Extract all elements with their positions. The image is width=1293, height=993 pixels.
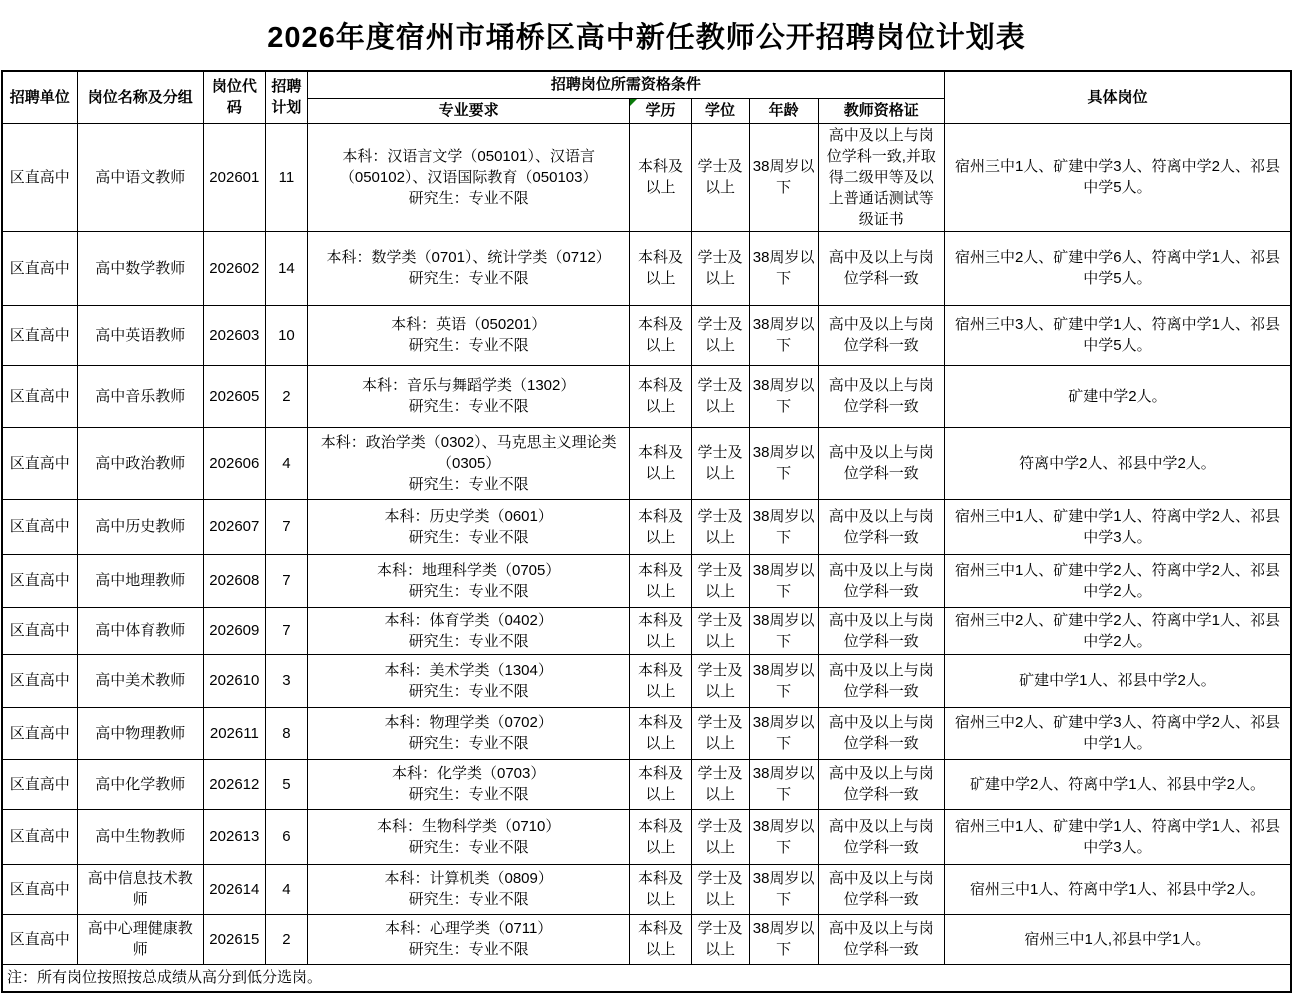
cell-degree: 学士及以上 (691, 231, 749, 305)
cell-plan: 5 (265, 759, 307, 809)
cell-degree: 学士及以上 (691, 365, 749, 427)
cell-plan: 8 (265, 707, 307, 759)
cell-education: 本科及以上 (630, 499, 691, 554)
page-title: 2026年度宿州市埇桥区高中新任教师公开招聘岗位计划表 (267, 21, 1026, 54)
cell-code: 202615 (203, 914, 265, 964)
header-education (630, 98, 691, 123)
cell-education: 本科及以上 (630, 654, 691, 707)
cell-code: 202613 (203, 809, 265, 864)
cell-plan: 11 (265, 123, 307, 231)
header-major: 专业要求 (307, 98, 629, 123)
cell-education: 本科及以上 (630, 427, 691, 499)
cell-code: 202611 (203, 707, 265, 759)
header-unit: 招聘单位 (2, 71, 77, 123)
cell-cert: 高中及以上与岗位学科一致 (818, 864, 944, 914)
cell-cert: 高中及以上与岗位学科一致 (818, 654, 944, 707)
cell-degree: 学士及以上 (691, 499, 749, 554)
cell-code: 202612 (203, 759, 265, 809)
header-cert: 教师资格证 (818, 98, 944, 123)
cell-cert: 高中及以上与岗位学科一致 (818, 809, 944, 864)
table-row (2, 654, 1291, 707)
cell-age: 38周岁以下 (749, 809, 818, 864)
cell-major (307, 554, 629, 607)
table-body (2, 123, 1291, 964)
cell-code: 202601 (203, 123, 265, 231)
header-code: 岗位代码 (203, 71, 265, 123)
table-row (2, 365, 1291, 427)
cell-posts: 宿州三中1人、矿建中学3人、符离中学2人、祁县中学5人。 (944, 123, 1291, 231)
table-row (2, 554, 1291, 607)
major-graduate-line: 研究生：专业不限 (408, 735, 529, 752)
cell-cert: 高中及以上与岗位学科一致 (818, 427, 944, 499)
cell-major (307, 231, 629, 305)
major-graduate-line: 研究生：专业不限 (408, 632, 529, 650)
cell-plan: 14 (265, 231, 307, 305)
cell-plan: 4 (265, 427, 307, 499)
cell-cert: 高中及以上与岗位学科一致 (818, 914, 944, 964)
cell-major (307, 123, 629, 231)
cell-age: 38周岁以下 (749, 654, 818, 707)
major-bachelor-line: 本科：汉语言文学（050101）、汉语言（050102）、汉语国际教育（050103） (339, 147, 598, 186)
cell-position: 高中信息技术教师 (77, 864, 203, 914)
major-graduate-line: 研究生：专业不限 (408, 941, 529, 958)
cell-major (307, 707, 629, 759)
major-bachelor-line: 本科：计算机类（0809） (384, 870, 553, 887)
cell-unit: 区直高中 (2, 427, 77, 499)
cell-major (307, 365, 629, 427)
cell-cert: 高中及以上与岗位学科一致 (818, 607, 944, 654)
major-bachelor-line: 本科：数学类（0701）、统计学类（0712） (326, 249, 611, 266)
cell-major (307, 499, 629, 554)
header-qualification-group: 招聘岗位所需资格条件 (307, 71, 944, 98)
cell-posts: 宿州三中1人,祁县中学1人。 (944, 914, 1291, 964)
cell-unit: 区直高中 (2, 654, 77, 707)
major-bachelor-line: 本科：物理学类（0702） (384, 714, 553, 731)
cell-posts: 宿州三中3人、矿建中学1人、符离中学1人、祁县中学5人。 (944, 305, 1291, 365)
cell-education: 本科及以上 (630, 914, 691, 964)
table-header (2, 71, 1291, 123)
cell-posts: 矿建中学1人、祁县中学2人。 (944, 654, 1291, 707)
table-row (2, 809, 1291, 864)
cell-position: 高中地理教师 (77, 554, 203, 607)
cell-degree: 学士及以上 (691, 607, 749, 654)
major-bachelor-line: 本科：地理科学类（0705） (376, 561, 561, 579)
cell-age: 38周岁以下 (749, 607, 818, 654)
major-graduate-line: 研究生：专业不限 (408, 682, 529, 700)
cell-age: 38周岁以下 (749, 231, 818, 305)
cell-degree: 学士及以上 (691, 123, 749, 231)
cell-position: 高中数学教师 (77, 231, 203, 305)
table-row (2, 607, 1291, 654)
cell-major (307, 607, 629, 654)
cell-age: 38周岁以下 (749, 914, 818, 964)
cell-code: 202614 (203, 864, 265, 914)
cell-posts: 宿州三中2人、矿建中学6人、符离中学1人、祁县中学5人。 (944, 231, 1291, 305)
major-graduate-line: 研究生：专业不限 (408, 398, 529, 415)
cell-posts: 矿建中学2人。 (944, 365, 1291, 427)
cell-unit: 区直高中 (2, 554, 77, 607)
table-row (2, 305, 1291, 365)
cell-cert: 高中及以上与岗位学科一致 (818, 231, 944, 305)
cell-education: 本科及以上 (630, 123, 691, 231)
header-degree: 学位 (691, 98, 749, 123)
header-posts: 具体岗位 (944, 71, 1291, 123)
cell-plan: 2 (265, 365, 307, 427)
table-row (2, 499, 1291, 554)
cell-education: 本科及以上 (630, 759, 691, 809)
cell-major (307, 914, 629, 964)
cell-degree: 学士及以上 (691, 707, 749, 759)
cell-position: 高中政治教师 (77, 427, 203, 499)
major-graduate-line: 研究生：专业不限 (408, 475, 529, 493)
cell-position: 高中音乐教师 (77, 365, 203, 427)
cell-plan: 7 (265, 607, 307, 654)
major-graduate-line: 研究生：专业不限 (408, 582, 529, 600)
major-bachelor-line: 本科：英语（050201） (391, 316, 547, 333)
major-bachelor-line: 本科：政治学类（0302）、马克思主义理论类（0305） (320, 433, 617, 472)
cell-unit: 区直高中 (2, 231, 77, 305)
header-position: 岗位名称及分组 (77, 71, 203, 123)
major-bachelor-line: 本科：生物科学类（0710） (376, 817, 561, 835)
cell-unit: 区直高中 (2, 607, 77, 654)
cell-position: 高中英语教师 (77, 305, 203, 365)
cell-education: 本科及以上 (630, 864, 691, 914)
cell-unit: 区直高中 (2, 365, 77, 427)
title-bar (0, 0, 1293, 70)
cell-code: 202608 (203, 554, 265, 607)
cell-age: 38周岁以下 (749, 305, 818, 365)
cell-position: 高中体育教师 (77, 607, 203, 654)
cell-major (307, 305, 629, 365)
cell-age: 38周岁以下 (749, 759, 818, 809)
header-education-label: 学历 (645, 102, 676, 119)
cell-cert: 高中及以上与岗位学科一致 (818, 707, 944, 759)
cell-education: 本科及以上 (630, 365, 691, 427)
cell-degree: 学士及以上 (691, 427, 749, 499)
major-graduate-line: 研究生：专业不限 (408, 786, 529, 803)
cell-age: 38周岁以下 (749, 123, 818, 231)
cell-age: 38周岁以下 (749, 365, 818, 427)
cell-unit: 区直高中 (2, 499, 77, 554)
cell-comment-marker-icon (630, 99, 637, 106)
cell-unit: 区直高中 (2, 759, 77, 809)
table-row (2, 759, 1291, 809)
cell-code: 202605 (203, 365, 265, 427)
cell-unit: 区直高中 (2, 864, 77, 914)
cell-degree: 学士及以上 (691, 864, 749, 914)
cell-cert: 高中及以上与岗位学科一致 (818, 365, 944, 427)
cell-code: 202602 (203, 231, 265, 305)
major-graduate-line: 研究生：专业不限 (408, 891, 529, 908)
cell-plan: 4 (265, 864, 307, 914)
table-row (2, 707, 1291, 759)
cell-position: 高中物理教师 (77, 707, 203, 759)
major-bachelor-line: 本科：音乐与舞蹈学类（1302） (361, 377, 576, 394)
footnote: 注：所有岗位按照按总成绩从高分到低分选岗。 (2, 964, 1291, 992)
cell-code: 202610 (203, 654, 265, 707)
cell-code: 202607 (203, 499, 265, 554)
cell-degree: 学士及以上 (691, 554, 749, 607)
major-graduate-line: 研究生：专业不限 (408, 189, 529, 207)
major-graduate-line: 研究生：专业不限 (408, 528, 529, 546)
cell-position: 高中心理健康教师 (77, 914, 203, 964)
cell-age: 38周岁以下 (749, 554, 818, 607)
cell-major (307, 759, 629, 809)
cell-education: 本科及以上 (630, 554, 691, 607)
table-row (2, 864, 1291, 914)
cell-degree: 学士及以上 (691, 654, 749, 707)
cell-position: 高中化学教师 (77, 759, 203, 809)
cell-plan: 7 (265, 499, 307, 554)
table-row (2, 427, 1291, 499)
major-graduate-line: 研究生：专业不限 (408, 270, 529, 287)
cell-degree: 学士及以上 (691, 914, 749, 964)
major-bachelor-line: 本科：历史学类（0601） (384, 507, 553, 525)
cell-unit: 区直高中 (2, 809, 77, 864)
cell-plan: 2 (265, 914, 307, 964)
cell-posts: 宿州三中1人、符离中学1人、祁县中学2人。 (944, 864, 1291, 914)
cell-posts: 宿州三中1人、矿建中学1人、符离中学1人、祁县中学3人。 (944, 809, 1291, 864)
cell-education: 本科及以上 (630, 707, 691, 759)
cell-cert: 高中及以上与岗位学科一致,并取得二级甲等及以上普通话测试等级证书 (818, 123, 944, 231)
cell-cert: 高中及以上与岗位学科一致 (818, 554, 944, 607)
cell-major (307, 427, 629, 499)
cell-age: 38周岁以下 (749, 499, 818, 554)
cell-code: 202609 (203, 607, 265, 654)
major-bachelor-line: 本科：美术学类（1304） (384, 661, 553, 679)
table-row (2, 914, 1291, 964)
major-bachelor-line: 本科：心理学类（0711） (385, 920, 553, 937)
cell-age: 38周岁以下 (749, 864, 818, 914)
table-row (2, 123, 1291, 231)
cell-major (307, 864, 629, 914)
cell-posts: 宿州三中2人、矿建中学3人、符离中学2人、祁县中学1人。 (944, 707, 1291, 759)
cell-posts: 宿州三中1人、矿建中学1人、符离中学2人、祁县中学3人。 (944, 499, 1291, 554)
major-graduate-line: 研究生：专业不限 (408, 838, 529, 856)
cell-position: 高中语文教师 (77, 123, 203, 231)
cell-degree: 学士及以上 (691, 759, 749, 809)
cell-unit: 区直高中 (2, 305, 77, 365)
cell-education: 本科及以上 (630, 231, 691, 305)
major-bachelor-line: 本科：体育学类（0402） (384, 611, 553, 629)
cell-plan: 3 (265, 654, 307, 707)
cell-education: 本科及以上 (630, 809, 691, 864)
cell-cert: 高中及以上与岗位学科一致 (818, 499, 944, 554)
cell-position: 高中生物教师 (77, 809, 203, 864)
cell-education: 本科及以上 (630, 305, 691, 365)
cell-posts: 宿州三中2人、矿建中学2人、符离中学1人、祁县中学2人。 (944, 607, 1291, 654)
cell-posts: 符离中学2人、祁县中学2人。 (944, 427, 1291, 499)
header-age: 年龄 (749, 98, 818, 123)
cell-unit: 区直高中 (2, 914, 77, 964)
major-bachelor-line: 本科：化学类（0703） (391, 765, 546, 782)
recruitment-table (1, 70, 1292, 993)
cell-plan: 7 (265, 554, 307, 607)
cell-position: 高中美术教师 (77, 654, 203, 707)
cell-unit: 区直高中 (2, 707, 77, 759)
cell-posts: 矿建中学2人、符离中学1人、祁县中学2人。 (944, 759, 1291, 809)
cell-code: 202606 (203, 427, 265, 499)
cell-degree: 学士及以上 (691, 809, 749, 864)
cell-age: 38周岁以下 (749, 707, 818, 759)
table-row (2, 231, 1291, 305)
cell-position: 高中历史教师 (77, 499, 203, 554)
cell-cert: 高中及以上与岗位学科一致 (818, 305, 944, 365)
cell-plan: 6 (265, 809, 307, 864)
cell-code: 202603 (203, 305, 265, 365)
cell-major (307, 654, 629, 707)
cell-education: 本科及以上 (630, 607, 691, 654)
major-graduate-line: 研究生：专业不限 (408, 337, 529, 354)
cell-posts: 宿州三中1人、矿建中学2人、符离中学2人、祁县中学2人。 (944, 554, 1291, 607)
cell-degree: 学士及以上 (691, 305, 749, 365)
cell-age: 38周岁以下 (749, 427, 818, 499)
cell-major (307, 809, 629, 864)
header-plan: 招聘计划 (265, 71, 307, 123)
cell-cert: 高中及以上与岗位学科一致 (818, 759, 944, 809)
cell-plan: 10 (265, 305, 307, 365)
cell-unit: 区直高中 (2, 123, 77, 231)
